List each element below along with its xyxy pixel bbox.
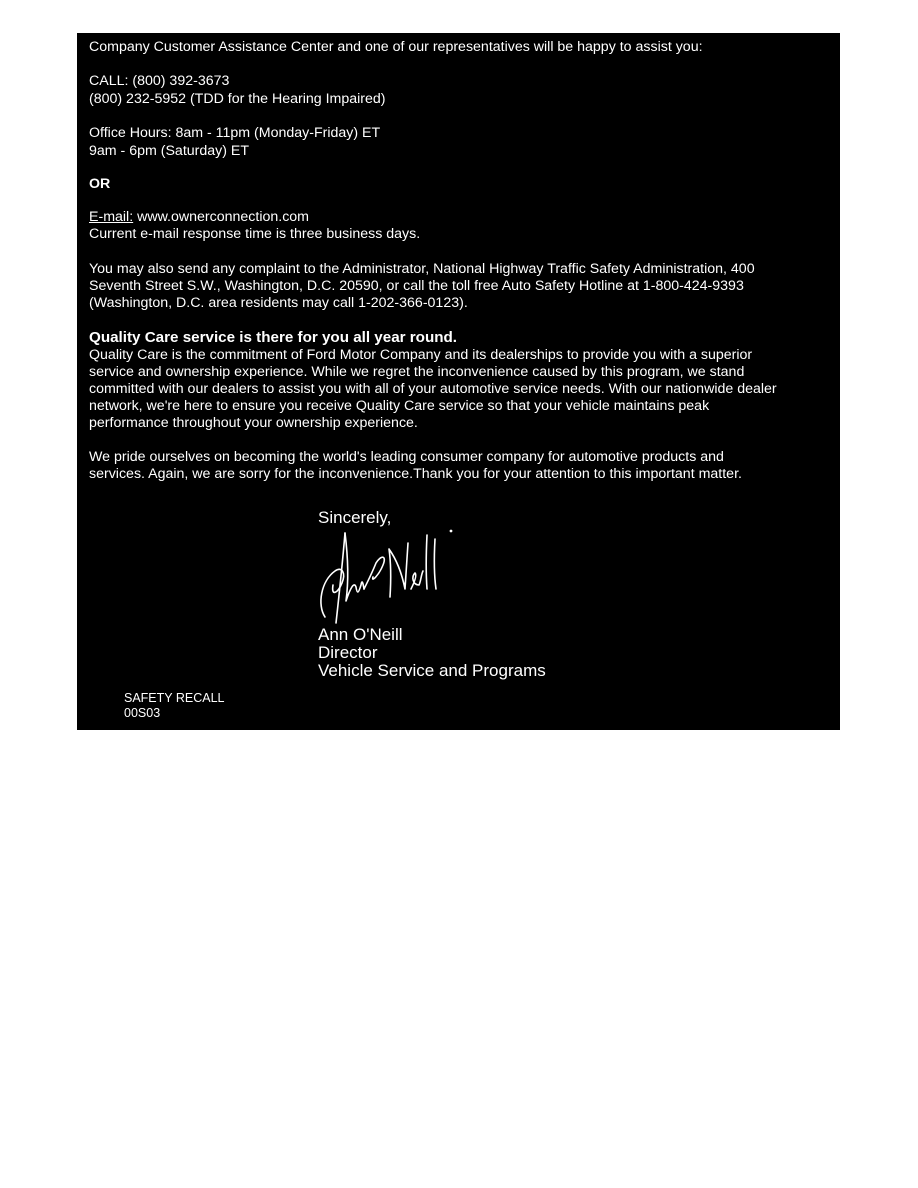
email-response-time: Current e-mail response time is three business days.: [89, 226, 421, 242]
pride-line-1: We pride ourselves on becoming the world's leading consumer company for automotive products and: [89, 449, 724, 465]
email-label: E-mail:: [89, 209, 134, 225]
office-hours-weekday: Office Hours: 8am - 11pm (Monday-Friday) ET: [89, 125, 381, 141]
footer-safety-recall: SAFETY RECALL: [124, 691, 225, 705]
email-line: [89, 209, 309, 226]
email-value: www.ownerconnection.com: [133, 209, 310, 225]
letter-panel: [77, 33, 840, 730]
footer-recall-code: 00S03: [124, 706, 161, 720]
signer-title: Director: [318, 643, 378, 662]
quality-care-line-2: service and ownership experience. While we regret the inconvenience caused by this program, we stand: [89, 364, 745, 380]
signer-name: Ann O'Neill: [318, 625, 403, 644]
call-number: CALL: (800) 392-3673: [89, 73, 230, 89]
intro-text: Company Customer Assistance Center and one of our representatives will be happy to assist you:: [89, 39, 703, 55]
quality-care-line-1: Quality Care is the commitment of Ford Motor Company and its dealerships to provide you with a superior: [89, 347, 753, 363]
nhtsa-line-1: You may also send any complaint to the Administrator, National Highway Traffic Safety Administration, 400: [89, 261, 755, 277]
signature-image: [315, 527, 465, 625]
office-hours-saturday: 9am - 6pm (Saturday) ET: [89, 143, 250, 159]
nhtsa-line-3: (Washington, D.C. area residents may call 1-202-366-0123).: [89, 295, 468, 311]
or-separator: OR: [89, 176, 111, 192]
nhtsa-line-2: Seventh Street S.W., Washington, D.C. 20590, or call the toll free Auto Safety Hotline at 1-800-424-9393: [89, 278, 744, 294]
signer-department: Vehicle Service and Programs: [318, 661, 546, 680]
tdd-number: (800) 232-5952 (TDD for the Hearing Impaired): [89, 91, 386, 107]
quality-care-line-3: committed with our dealers to assist you with all of your automotive service needs. With our nationwide dealer: [89, 381, 777, 397]
pride-line-2: services. Again, we are sorry for the inconvenience.Thank you for your attention to this important matter.: [89, 466, 742, 482]
quality-care-line-4: network, we're here to ensure you receive Quality Care service so that your vehicle maintains peak: [89, 398, 710, 414]
quality-care-line-5: performance throughout your ownership experience.: [89, 415, 418, 431]
closing-salutation: Sincerely,: [318, 508, 392, 527]
quality-care-heading: Quality Care service is there for you all year round.: [89, 329, 458, 346]
